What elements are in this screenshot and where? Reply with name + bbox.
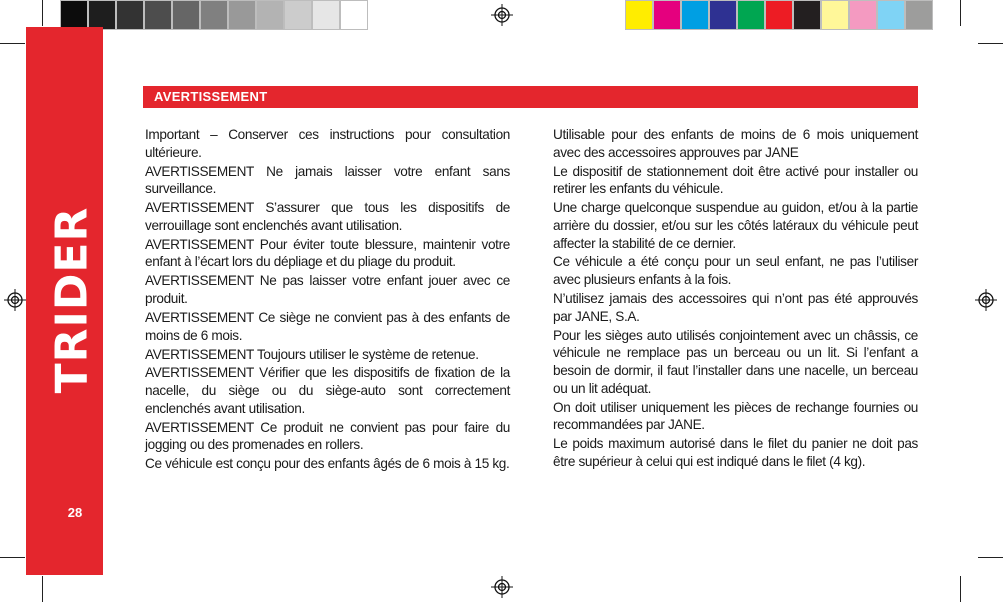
registration-target-icon — [491, 4, 513, 26]
page-number: 28 — [67, 505, 83, 520]
warning-paragraph: On doit utiliser uniquement les pièces de rechange fournies ou recommandées par JANE. — [553, 399, 918, 433]
crop-mark — [0, 43, 25, 44]
section-title: AVERTISSEMENT — [154, 89, 268, 104]
warning-paragraph: Ce véhicule est conçu pour des enfants âgés de 6 mois à 15 kg. — [145, 456, 510, 472]
color-swatch — [877, 0, 905, 30]
warning-paragraph: Pour les sièges auto utilisés conjointement avec un châssis, ce véhicule ne remplace pas un berceau ou un lit. Si l’enfant a besoin de dormir, il faut l’installer dans une nacelle, un berceau ou un lit adéquat. — [553, 327, 918, 396]
color-swatch — [709, 0, 737, 30]
color-swatch — [312, 0, 340, 30]
warning-paragraph: AVERTISSEMENT Vérifier que les dispositifs de fixation de la nacelle, du siège ou du siège-auto sont correctement enclenchés avant utilisation. — [145, 365, 510, 416]
color-swatch — [340, 0, 368, 30]
warning-paragraph: Important – Conserver ces instructions pour consultation ultérieure. — [145, 127, 510, 160]
color-swatch — [765, 0, 793, 30]
warning-paragraph: N’utilisez jamais des accessoires qui n’ont pas été approuvés par JANE, S.A. — [553, 291, 918, 324]
warning-paragraph: AVERTISSEMENT Pour éviter toute blessure, maintenir votre enfant à l’écart lors du dépliage et du pliage du produit. — [145, 236, 510, 270]
warning-paragraph: AVERTISSEMENT Toujours utiliser le système de retenue. — [145, 346, 479, 362]
warning-paragraph: Ce véhicule a été conçu pour un seul enfant, ne pas l’utiliser avec plusieurs enfants à la fois. — [553, 254, 918, 288]
registration-target-icon — [975, 289, 997, 311]
warning-paragraph: Le poids maximum autorisé dans le filet du panier ne doit pas être supérieur à celui qui est indiqué dans le filet (4 kg). — [553, 436, 918, 469]
warning-paragraph: AVERTISSEMENT Ne pas laisser votre enfant jouer avec ce produit. — [145, 273, 510, 307]
section-header-bar — [143, 86, 918, 108]
color-registration-bar — [625, 0, 933, 30]
crop-mark — [960, 0, 961, 26]
crop-mark — [42, 0, 43, 26]
warning-paragraph: Utilisable pour des enfants de moins de 6 mois uniquement avec des accessoires approuves par JANE — [553, 127, 918, 160]
color-swatch — [116, 0, 144, 30]
color-swatch — [625, 0, 653, 30]
right-text-column — [553, 126, 918, 472]
warning-paragraph: AVERTISSEMENT Ce produit ne convient pas pour faire du jogging ou des promenades en rollers. — [145, 419, 510, 453]
crop-mark — [42, 576, 43, 602]
crop-mark — [978, 557, 1003, 558]
color-swatch — [793, 0, 821, 30]
color-swatch — [737, 0, 765, 30]
color-swatch — [653, 0, 681, 30]
color-swatch — [256, 0, 284, 30]
crop-mark — [0, 557, 25, 558]
warning-paragraph: AVERTISSEMENT Ne jamais laisser votre enfant sans surveillance. — [145, 163, 510, 197]
warning-paragraph: AVERTISSEMENT Ce siège ne convient pas à des enfants de moins de 6 mois. — [145, 309, 510, 343]
brand-title: TRIDER — [46, 206, 98, 394]
registration-target-icon — [4, 289, 26, 311]
color-swatch — [821, 0, 849, 30]
warning-paragraph: Le dispositif de stationnement doit être activé pour installer ou retirer les enfants du véhicule. — [553, 163, 918, 197]
color-swatch — [60, 0, 88, 30]
color-swatch — [88, 0, 116, 30]
color-swatch — [681, 0, 709, 30]
crop-mark — [978, 43, 1003, 44]
color-swatch — [200, 0, 228, 30]
registration-target-icon — [491, 576, 513, 598]
color-swatch — [905, 0, 933, 30]
warning-paragraph: AVERTISSEMENT S’assurer que tous les dispositifs de verrouillage sont enclenchés avant utilisation. — [145, 200, 510, 233]
grayscale-registration-bar — [60, 0, 368, 30]
color-swatch — [849, 0, 877, 30]
color-swatch — [172, 0, 200, 30]
color-swatch — [144, 0, 172, 30]
warning-paragraph: Une charge quelconque suspendue au guidon, et/ou à la partie arrière du dossier, et/ou sur les côtés latéraux du véhicule peut affecter la stabilité de ce dernier. — [553, 200, 918, 251]
left-text-column — [145, 126, 510, 474]
crop-mark — [960, 576, 961, 602]
color-swatch — [284, 0, 312, 30]
color-swatch — [228, 0, 256, 30]
